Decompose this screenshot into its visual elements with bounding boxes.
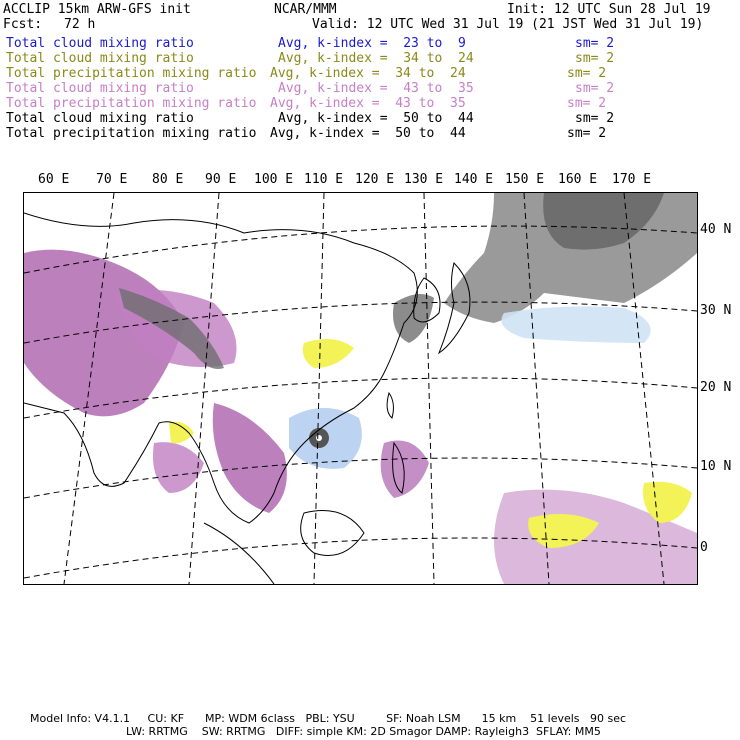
field-avg-1: Avg, k-index = 23 to 9 [278,36,466,51]
field-sm-6: sm= 2 [575,111,615,126]
field-sm-5: sm= 2 [567,96,607,111]
center-label: NCAR/MMM [274,2,337,17]
field-name-1: Total cloud mixing ratio [6,36,194,51]
parallel-10n [24,458,697,498]
coastline-sumatra [204,523,274,584]
lon-label-130e: 130 E [404,172,444,187]
lon-label-170e: 170 E [612,172,652,187]
field-avg-7: Avg, k-index = 50 to 44 [270,126,466,141]
lon-label-140e: 140 E [454,172,494,187]
field-name-4: Total cloud mixing ratio [6,81,194,96]
precip-magenta-indochina [213,403,287,513]
lat-label-30n: 30 N [700,303,732,318]
valid-time: Valid: 12 UTC Wed 31 Jul 19 (21 JST Wed 31 Jul 19) [312,17,704,32]
lon-label-160e: 160 E [558,172,598,187]
field-sm-2: sm= 2 [575,51,615,66]
model-info-line2: LW: RRTMG SW: RRTMG DIFF: simple KM: 2D Smagor DAMP: Rayleigh3 SFLAY: MM5 [126,725,601,738]
field-avg-5: Avg, k-index = 43 to 35 [270,96,466,111]
field-name-6: Total cloud mixing ratio [6,111,194,126]
lon-label-110e: 110 E [304,172,344,187]
field-name-5: Total precipitation mixing ratio [6,96,257,111]
field-sm-1: sm= 2 [575,36,615,51]
lon-label-80e: 80 E [152,172,184,187]
precip-magenta-philippines [381,441,429,499]
lat-label-0: 0 [700,540,708,555]
coastline-taiwan [387,393,393,418]
forecast-label: Fcst: [3,17,43,32]
meridian-110e [314,193,324,584]
cloud-blue-pacific-north [502,306,651,343]
field-avg-6: Avg, k-index = 50 to 44 [278,111,474,126]
meridian-130e [424,193,434,584]
cloud-yellow-arabian [169,422,194,444]
lon-label-70e: 70 E [96,172,128,187]
typhoon-eye [316,435,322,441]
meridian-90e [189,193,219,584]
cloud-yellow-china [303,339,354,368]
field-avg-2: Avg, k-index = 34 to 24 [278,51,474,66]
coastline-borneo [301,511,364,556]
map-panel [23,192,698,585]
field-avg-4: Avg, k-index = 43 to 35 [278,81,474,96]
lon-label-150e: 150 E [505,172,545,187]
field-sm-7: sm= 2 [567,126,607,141]
lon-label-90e: 90 E [205,172,237,187]
field-sm-4: sm= 2 [575,81,615,96]
field-name-2: Total cloud mixing ratio [6,51,194,66]
field-avg-3: Avg, k-index = 34 to 24 [270,66,466,81]
model-info-line1: Model Info: V4.1.1 CU: KF MP: WDM 6class PBL: YSU SF: Noah LSM 15 km 51 levels 90 sec [30,712,627,725]
lat-label-40n: 40 N [700,222,732,237]
map-canvas [24,193,697,584]
field-name-3: Total precipitation mixing ratio [6,66,257,81]
field-sm-3: sm= 2 [567,66,607,81]
lat-label-10n: 10 N [700,459,732,474]
lat-label-20n: 20 N [700,380,732,395]
init-time: Init: 12 UTC Sun 28 Jul 19 [507,2,711,17]
forecast-hour: 72 h [64,17,96,32]
lon-label-100e: 100 E [254,172,294,187]
map-title: ACCLIP 15km ARW-GFS init [3,2,191,17]
lon-label-120e: 120 E [355,172,395,187]
field-name-7: Total precipitation mixing ratio [6,126,257,141]
lon-label-60e: 60 E [38,172,70,187]
